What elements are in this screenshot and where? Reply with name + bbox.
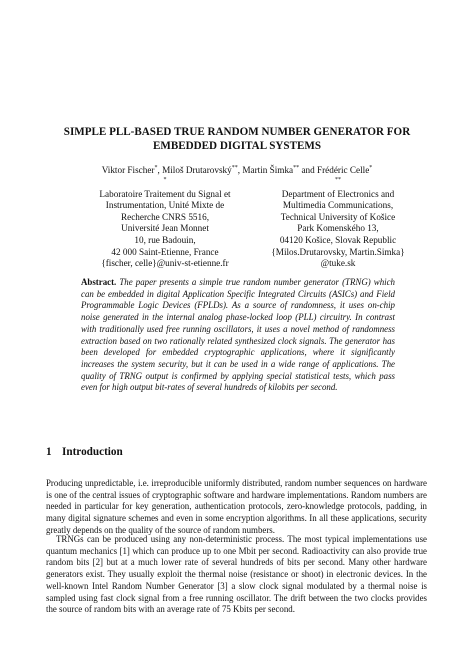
affiliation-marker: ** xyxy=(293,164,300,171)
email-line: {Milos.Drutarovsky, Martin.Simka} xyxy=(271,246,405,257)
title-line: SIMPLE PLL-BASED TRUE RANDOM NUMBER GENERATOR FOR xyxy=(63,126,411,138)
affiliation-line xyxy=(74,177,256,200)
affiliation-line: 04120 Košice, Slovak Republic xyxy=(279,234,397,245)
author-name: , Martin Šimka xyxy=(237,165,294,175)
affiliation-right xyxy=(249,177,427,270)
email-line: {fischer, celle}@univ-st-etienne.fr xyxy=(101,258,229,269)
affiliation-marker: * xyxy=(154,164,158,171)
author-name: Viktor Fischer xyxy=(101,165,155,175)
affiliation-line: 42 000 Saint-Etienne, France xyxy=(111,246,219,257)
affiliation-text: Laboratoire Traitement du Signal et xyxy=(99,188,231,199)
author-list xyxy=(40,164,434,176)
affiliation-left xyxy=(74,177,256,270)
author-name: and Frédéric Celle xyxy=(299,165,370,175)
affiliation-line: Technical University of Košice xyxy=(280,211,396,222)
affiliation-line: Multimedia Communications, xyxy=(282,200,394,211)
affiliation-line: Recherche CNRS 5516, xyxy=(120,211,210,222)
author-name: , Miloš Drutarovský xyxy=(157,165,232,175)
abstract-label: Abstract. xyxy=(81,277,117,287)
body-paragraph: TRNGs can be produced using any non-deterministic process. The most typical implementations use quantum mechanics [1] which can produce up to one Mbit per second. Radioactivity can also provide true random bits [2] but at a much lower rate of several hundreds of bits per second. Many other hardware generators exist. They usually exploit the thermal noise (resistance or shoot) in electronic devices. In the well-known Intel Random Number Generator [3] a slow clock signal modulated by a thermal noise is sampled using fast clock signal from a free running oscillator. The drift between the two clocks provides the source of random bits with an average rate of 75 Kbits per second. xyxy=(46,534,427,615)
affiliation-marker: ** xyxy=(231,164,238,171)
section-title: Introduction xyxy=(62,446,123,458)
body-paragraph: Producing unpredictable, i.e. irreproducible uniformly distributed, random number sequences on hardware is one of the central issues of cryptographic software and hardware implementations. Random numbers are needed in particular for key generation, authentication protocols, zero-knowledge protocols, padding, in many digital signature schemes and even in some encryption algorithms. In all these applications, security greatly depends on the quality of the source of random numbers. xyxy=(46,478,427,535)
affiliation-marker: ** xyxy=(335,176,341,183)
affiliation-marker: * xyxy=(163,176,167,183)
paper-title xyxy=(40,125,434,153)
affiliation-line: 10, rue Badouin, xyxy=(134,234,196,245)
title-line: EMBEDDED DIGITAL SYSTEMS xyxy=(152,140,322,152)
affiliation-line: Park Komenského 13, xyxy=(297,223,379,234)
email-line: @tuke.sk xyxy=(320,258,356,269)
section-number: 1 xyxy=(46,446,52,458)
affiliation-marker: * xyxy=(369,164,373,171)
affiliation-text: Department of Electronics and xyxy=(281,188,395,199)
affiliation-line: Université Jean Monnet xyxy=(121,223,209,234)
abstract-text: The paper presents a simple true random number generator (TRNG) which can be embedded in digital Application Specific Integrated Circuits (ASICs) and Field Programmable Logic Devices (FPLDs). As a source of randomness, it uses on-chip noise generated in the internal analog phase-locked loop (PLL) circuitry. In contrast with traditionally used free running oscillators, it uses a novel method of randomness extraction based on two rationally related synthesized clock signals. The generator has been developed for embedded cryptographic applications, where it significantly increases the system security, but it can be used in a wide range of applications. The quality of TRNG output is confirmed by applying special statistical tests, which pass even for high output bit-rates of several hundreds of kilobits per second. xyxy=(81,277,395,393)
abstract xyxy=(81,277,395,394)
section-heading xyxy=(46,446,426,458)
affiliation-line: Instrumentation, Unité Mixte de xyxy=(105,200,225,211)
affiliation-line xyxy=(249,177,427,200)
